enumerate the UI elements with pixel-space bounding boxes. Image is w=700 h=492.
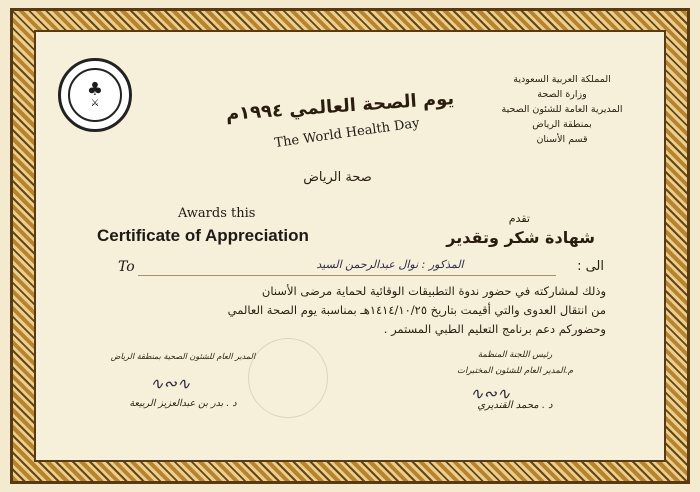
certificate-body	[96, 282, 606, 339]
ministry-line-2: وزارة الصحة	[537, 89, 587, 100]
event-arabic-title: يوم الصحة العالمي ١٩٩٤م	[225, 88, 455, 125]
body-line-2: من انتقال العدوى والتي أقيمت بتاريخ ١٤١٤/١٠/٢٥هـ بمناسبة يوم الصحة العالمي	[227, 303, 606, 317]
left-signature-icon: ∿∾∿	[150, 374, 191, 393]
ministry-line-5: قسم الأسنان	[536, 134, 588, 145]
presents-label-ar: تقدم	[508, 212, 530, 225]
ministry-seal-icon	[58, 58, 132, 132]
ministry-header	[482, 72, 642, 147]
faded-stamp-icon	[248, 338, 328, 418]
ministry-line-3: المديرية العامة للشئون الصحية	[501, 104, 623, 115]
to-label-ar: الى :	[577, 259, 604, 274]
right-signature-icon: ∿∾∿	[470, 384, 511, 403]
palm-icon: ♣	[86, 79, 104, 100]
left-signatory-title: المدير العام للشئون الصحية بمنطقة الرياض	[110, 352, 256, 361]
body-line-1: وذلك لمشاركته في حضور ندوة التطبيقات الوقائية لحماية مرضى الأسنان	[261, 284, 606, 298]
recipient-underline	[138, 275, 556, 276]
body-line-3: وحضوركم دعم برنامج التعليم الطبي المستمر .	[383, 322, 606, 336]
ministry-line-1: المملكة العربية السعودية	[513, 74, 611, 85]
to-label-en: To	[118, 259, 135, 275]
event-arabic-subtitle: صحة الرياض	[303, 170, 372, 185]
right-signatory-title-1: رئيس اللجنة المنظمة	[477, 350, 553, 360]
certificate-title-en: Certificate of Appreciation	[97, 226, 309, 245]
left-signatory-name: د . بدر بن عبدالعزيز الربيعة	[129, 398, 237, 409]
awards-this-label: Awards this	[178, 206, 256, 221]
right-signatory-title-2: م.المدير العام للشئون المختبرات	[456, 366, 574, 376]
ministry-line-4: بمنطقة الرياض	[532, 119, 592, 130]
event-english-title: The World Health Day	[273, 115, 421, 152]
seal-emblem	[68, 68, 122, 122]
recipient-name: المذكور : نوال عبدالرحمن السيد	[316, 258, 464, 271]
crossed-swords-icon: ⚔	[90, 98, 100, 109]
certificate-title-ar: شهادة شكر وتقدير	[446, 228, 595, 247]
right-signatory-name: د . محمد القنديري	[477, 400, 553, 411]
